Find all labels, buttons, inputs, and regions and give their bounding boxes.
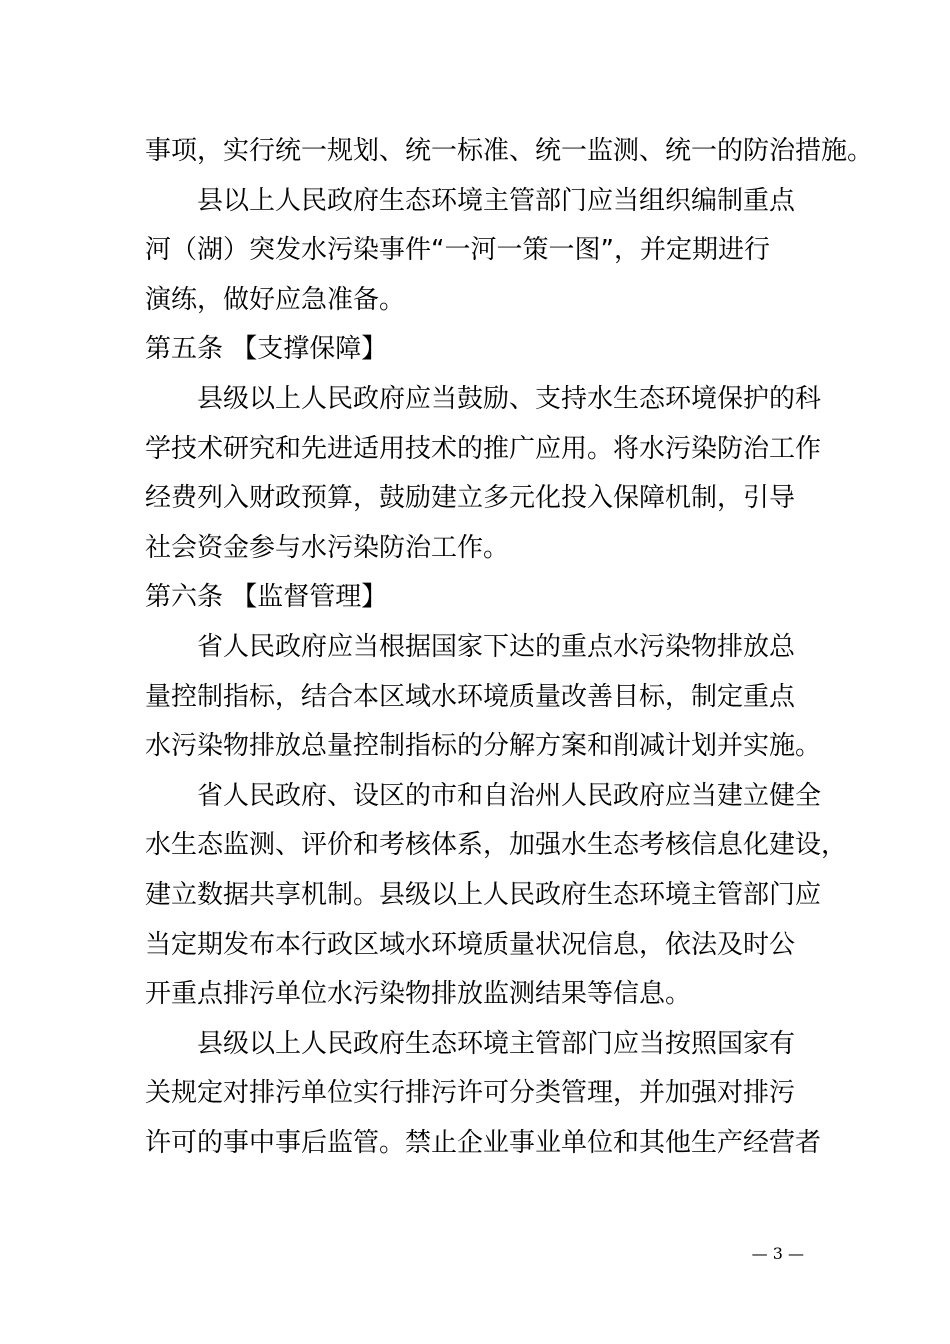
paragraph-first-line: 省人民政府、设区的市和自治州人民政府应当建立健全 [197,780,822,811]
paragraph-first-line: 县级以上人民政府应当鼓励、支持水生态环境保护的科 [197,383,822,414]
text-line: 经费列入财政预算，鼓励建立多元化投入保障机制，引导 [145,483,796,514]
paragraph-first-line: 县以上人民政府生态环境主管部门应当组织编制重点 [197,185,796,216]
text-line: 社会资金参与水污染防治工作。 [145,532,510,563]
page-number: — 3 — [751,1244,804,1263]
text-line: 当定期发布本行政区域水环境质量状况信息，依法及时公 [145,929,796,960]
text-line: 许可的事中事后监管。禁止企业事业单位和其他生产经营者 [145,1127,822,1158]
text-line: 学技术研究和先进适用技术的推广应用。将水污染防治工作 [145,433,822,464]
text-line: 建立数据共享机制。县级以上人民政府生态环境主管部门应 [145,879,822,910]
text-line: 事项，实行统一规划、统一标准、统一监测、统一的防治措施。 [145,136,874,166]
text-line: 演练，做好应急准备。 [145,284,406,315]
text-line: 水污染物排放总量控制指标的分解方案和削减计划并实施。 [145,731,822,762]
paragraph-first-line: 县级以上人民政府生态环境主管部门应当按照国家有 [197,1028,796,1059]
text-line: 河（湖）突发水污染事件“一河一策一图”，并定期进行 [145,235,770,266]
document-body [0,127,950,1168]
article-heading-6: 第六条 【监督管理】 [145,582,388,613]
paragraph-first-line: 省人民政府应当根据国家下达的重点水污染物排放总 [197,631,796,662]
text-line: 水生态监测、评价和考核体系，加强水生态考核信息化建设， [145,830,848,861]
text-line: 开重点排污单位水污染物排放监测结果等信息。 [145,979,692,1010]
article-heading-5: 第五条 【支撑保障】 [145,334,388,365]
text-line: 量控制指标，结合本区域水环境质量改善目标，制定重点 [145,681,796,712]
text-line: 关规定对排污单位实行排污许可分类管理，并加强对排污 [145,1078,796,1109]
